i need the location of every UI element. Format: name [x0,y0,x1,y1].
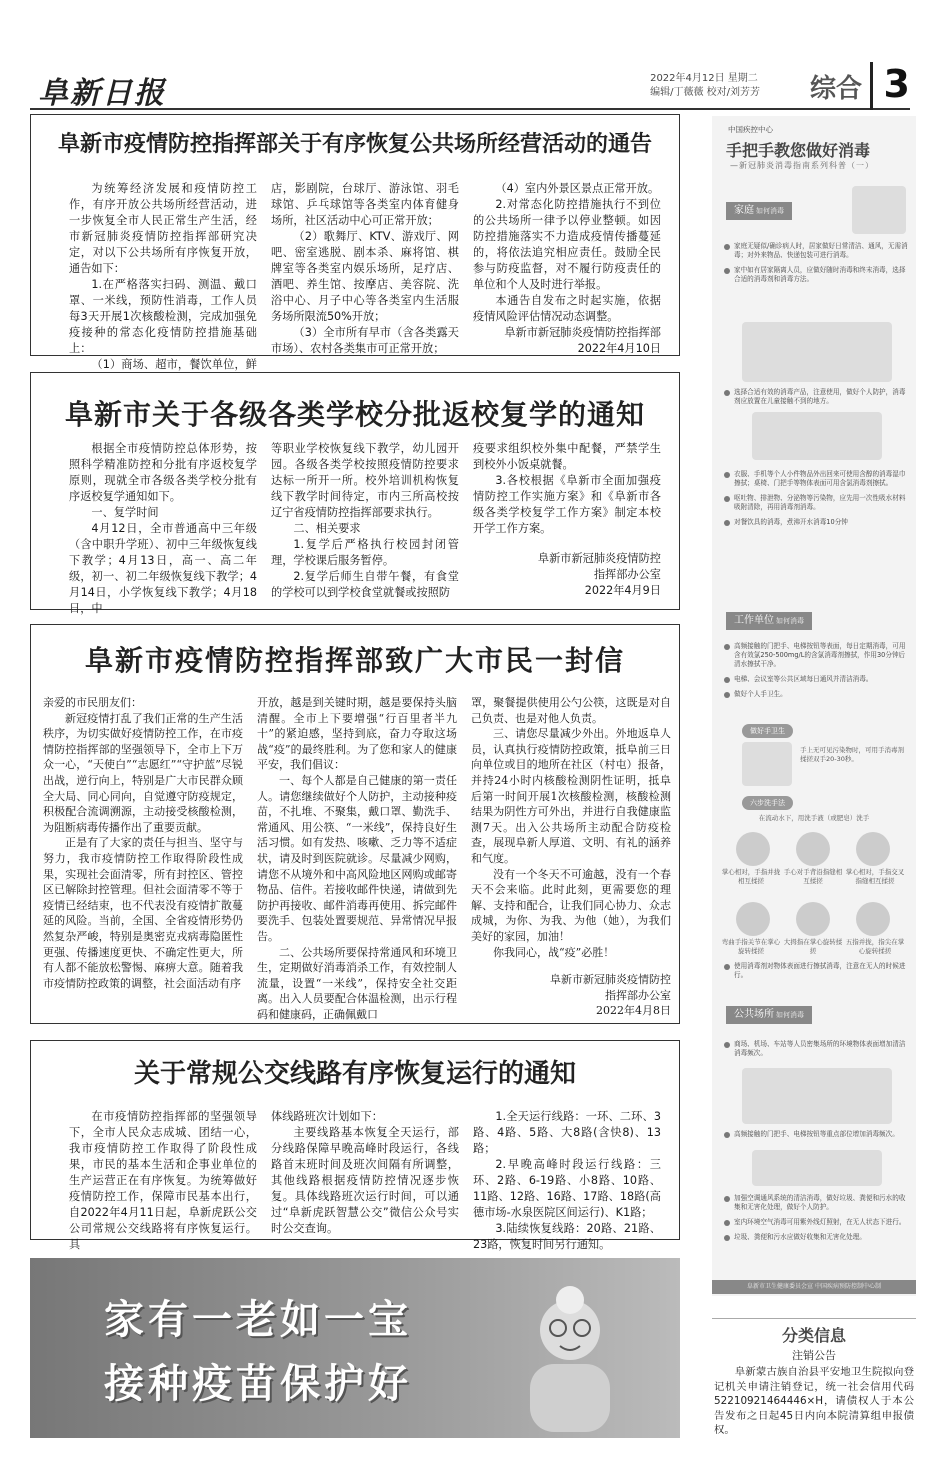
paragraph: 正是有了大家的责任与担当、坚守与努力，我市疫情防控工作取得阶段性成果，实现社会面清零，所有封控区、管控区已解除封控管理。但社会面清零不等于疫情已经结束，也不代表没有疫情扩散蔓延的风险。当前，全国、全省疫情形势仍然复杂严峻，特别是奥密克戎病毒隐匿性更强、传播速度更快、不确定性更大，所有人都不能放松警惕、麻痹大意。随着我市疫情防控政策的调整，社会面活动有序 [43,836,243,990]
household-items-illustration [752,412,882,460]
article-column-2 [271,441,459,617]
list-item: 高频接触的门把手、电梯按钮等表面，每日定期消毒，可用含有效氯250-500mg/L的含氯消毒剂擦拭，作用30分钟后清水擦拭干净。 [724,642,908,669]
paragraph: 为统筹经济发展和疫情防控工作，有序开放公共场所经营活动，进一步恢复全市人民正常生产生活，经市新冠肺炎疫情防控指挥部研究决定，对以下公共场所有序恢复开放，通告如下： [69,182,257,275]
list-item: 电梯、会议室等公共区域每日通风并清洁消毒。 [724,675,908,684]
paragraph: 主要线路基本恢复全天运行，部分线路保障早晚高峰时段运行，各线路首末班时间及班次间隔有所调整，其他线路根据疫情防控情况逐步恢复。具体线路班次运行时间，可以通过“阜新虎跃智慧公交”微信公众号实时公交查询。 [271,1126,459,1235]
list-item: 对餐饮具的消毒，煮沸开水消毒10分钟 [724,518,908,527]
article-columns [43,695,671,1021]
paragraph: 在市疫情防控指挥部的坚强领导下，全市人民众志成城、团结一心，我市疫情防控工作取得了阶段性成果，市民的基本生活和企事业单位的生产运营正在有序恢复。为统筹做好疫情防控工作，保障市民基本出行，自2022年4月11日起，阜新虎跃公交公司常规公交线路将有序恢复运行。具 [69,1110,257,1251]
step-label: 手心对手背沿指缝相互揉搓 [783,868,843,885]
classified-title: 分类信息 [781,1326,846,1345]
article-signature: 阜新市新冠肺炎疫情防控 [550,973,671,987]
list-item: 衣服、手机等个人小件物品外出回来可使用含醇的消毒湿巾擦拭；桌椅、门把手等物体表面可用含氯消毒剂擦拭。 [724,470,908,488]
hand-step-1-icon [736,832,770,866]
paragraph: （2）歌舞厅、KTV、游戏厅、网吧、密室逃脱、剧本杀、麻将馆、棋牌室等各类室内娱乐场所，足疗店、酒吧、养生馆、按摩店、美容院、洗浴中心、月子中心等各类室内生活服务场所限流50%开放； [271,230,459,323]
paragraph: 2.对常态化防控措施执行不到位的公共场所一律予以停业整顿。如因防控措施落实不力造成疫情传播蔓延的，将依法追究相应责任。鼓励全民参与防疫监督，对不履行防疫责任的单位和个人及时进行举报。 [473,198,661,291]
tag-home [726,202,792,220]
step-label: 大拇指在掌心旋转揉搓 [783,938,843,955]
public-venue-illustration [742,1068,892,1124]
article-date: 2022年4月10日 [577,342,661,355]
paragraph: 二、公共场所要保持常通风和环境卫生，定期做好消毒消杀工作，有效控制人流量，设置“一米线”，保持安全社交距离。出入人员要配合体温检测，出示行程码和健康码，正确佩戴口 [257,945,457,1021]
article-date: 2022年4月8日 [596,1004,671,1018]
handwash-tip: 手上无可见污染物时，可用手消毒剂揉搓双手20-30秒。 [800,746,904,763]
article-column-2 [271,1109,459,1253]
paragraph: 三、请您尽量减少外出。外地返阜人员，认真执行疫情防控政策，抵阜前三日向单位或目的地所在社区（村屯）报备，并持24小时内核酸检测阴性证明，抵阜后第一时间开展1次核酸检测，核酸检测结果为阴性方可外出，并进行自我健康监测7天。出入公共场所主动配合防疫检查，展现阜新人厚道、文明、有礼的涵养和气度。 [471,727,671,865]
list-item: 使用消毒剂对物体表面进行擦拭消毒，注意在无人的时候进行。 [724,962,908,980]
paragraph: 体线路班次计划如下： [271,1110,383,1123]
article-column-3 [471,695,671,1022]
list-item: 加强空调通风系统的清洁消毒，做好垃圾、粪便和污水的收集和无害化处理，做好个人防护。 [724,1194,908,1212]
hand-step-4-icon [736,902,770,936]
article-column-1 [69,1109,257,1253]
banner-line-2: 接种疫苗保护好 [104,1361,412,1407]
public-tips-c [724,1194,908,1248]
paragraph: 2.复学后师生自带午餐，有食堂的学校可以到学校食堂就餐或按照防 [271,570,459,599]
guide-heading: 手把手教您做好消毒 [726,141,871,160]
article-column-2 [257,695,457,1022]
paragraph: 1.全天运行线路：一环、二环、3路、4路、5路、大8路(含快8)、13路； [473,1110,661,1155]
article-bus [30,1040,680,1251]
section-heading: 一、复学时间 [91,506,159,519]
tag-public-sub: 如何消毒 [776,1011,804,1019]
paragraph: 1.复学后严格执行校园封闭管理，学校课后服务暂停。 [271,538,459,567]
tag-home-sub: 如何消毒 [756,207,784,215]
step-label: 掌心相对，手指并拢相互揉搓 [721,868,781,885]
home-tips-c [724,470,908,533]
article-schools [30,372,680,615]
paragraph: 本通告自发布之时起实施，依据疫情风险评估情况动态调整。 [473,294,661,323]
disinfectant-bottles-illustration [742,322,892,382]
home-tips-b [724,388,908,412]
banner-line-1: 家有一老如一宝 [104,1297,412,1343]
article-column-1 [69,181,257,389]
paragraph: （4）室内外景区景点正常开放。 [495,182,660,195]
tag-work [726,612,812,630]
list-item: 垃圾、粪便和污水应做好收集和无害化处理。 [724,1233,908,1242]
letter-greeting: 亲爱的市民朋友们： [43,696,142,709]
guide-header [712,116,916,176]
disinfection-guide-sidebar [712,116,916,1296]
paragraph: 根据全市疫情防控总体形势，按照科学精准防控和分批有序返校复学原则，现就全市各级各类学校分批有序返校复学通知如下。 [69,442,257,503]
paragraph: 新冠疫情打乱了我们正常的生产生活秩序，为切实做好疫情防控工作，在市疫情防控指挥部的坚强领导下，全市上下万众一心，“天使白”“志愿红”“守护蓝”尽锐出战，逆行向上，特别是广大市民群众顾全大局、同心同向，自觉遵守防疫规定，积极配合流调溯源，主动接受核酸检测，为阻断病毒传播作出了重要贡献。 [43,711,243,834]
list-item: 呕吐物、排泄物、分泌物等污染物，应先用一次性吸水材料吸附清除，再用消毒剂消毒。 [724,494,908,512]
article-column-1 [43,695,243,1022]
article-title: 阜新市关于各级各类学校分批返校复学的通知 [64,398,645,431]
list-item: 选择合适有效的消毒产品，注意使用，做好个人防护，消毒剂应放置在儿童接触不到的地方。 [724,388,908,406]
six-step-caption: 在流动水下，用洗手液（或肥皂）洗手 [758,814,870,822]
article-column-3 [473,1109,661,1253]
public-tips-b [724,1130,908,1145]
tag-work-label: 工作单位 [734,615,774,626]
public-tips-a [724,1040,908,1064]
article-title: 阜新市疫情防控指挥部致广大市民一封信 [84,644,625,677]
article-signature: 阜新市新冠肺炎疫情防控指挥部 [504,326,661,339]
family-illustration [852,186,906,234]
elderly-person-illustration [500,1282,640,1432]
list-item: 商场、机场、车站等人员密集场所的环境物体表面增加清洁消毒频次。 [724,1040,908,1058]
article-columns [69,181,661,371]
guide-org: 中国疾控中心 [728,125,773,134]
article-title: 阜新市疫情防控指挥部关于有序恢复公共场所经营活动的通告 [57,131,652,157]
paragraph: 4月12日，全市普通高中三年级（含中职升学班）、初中三年级恢复线下教学；4月13日，高一、高二年级，初一、初二年级恢复线下教学；4月14日，小学恢复线下教学；4月18日，中 [69,522,257,615]
paragraph: 3.各校根据《阜新市全面加强疫情防控工作实施方案》和《阜新市各级各类学校复学工作方案》制定本校开学工作方案。 [473,474,661,535]
article-signature-office: 指挥部办公室 [593,568,661,581]
hand-step-2-icon [796,832,830,866]
list-item: 高频接触的门把手、电梯按钮等重点部位增加消毒频次。 [724,1130,908,1139]
paragraph: （3）全市所有早市（含各类露天市场）、农村各类集市可正常开放； [271,326,459,355]
paragraph: 等职业学校恢复线下教学，幼儿园开园。各级各类学校按照疫情防控要求达标一所开一所。校外培训机构恢复线下教学时间待定，市内三所高校按辽宁省疫情防控指挥部要求执行。 [271,442,459,519]
hand-step-3-icon [856,832,890,866]
paragraph: 1.在严格落实扫码、测温、戴口罩、一米线，预防性消毒，工作人员每3天开展1次核酸检测，完成加强免疫接种的常态化疫情防控措施基础上： [69,278,257,355]
paragraph: （1）商场、超市，餐饮单位，鲜 [91,358,257,371]
classified-subtitle: 注销公告 [792,1349,836,1362]
section-heading: 二、相关要求 [293,522,361,535]
paragraph: 2.早晚高峰时段运行线路：三环、2路、6-19路、小8路、10路、11路、12路、16路、17路、18路(高德市场-水泉医院区间运行)、K1路； [473,1158,661,1219]
step-label: 掌心相对，手指交叉指缝相互揉搓 [845,868,905,885]
classified-section [712,1318,916,1442]
tag-work-sub: 如何消毒 [776,617,804,625]
masthead [30,62,910,111]
article-columns [69,441,661,615]
paragraph: 没有一个冬天不可逾越，没有一个春天不会来临。此时此刻，更需要您的理解、支持和配合，让我们同心协力、众志成城，为你、为我、为他（她），为我们美好的家园，加油！ [471,867,671,943]
work-tips-end [724,962,908,986]
paragraph: 你我同心，战“疫”必胜！ [493,945,615,959]
guide-footer: 阜新市卫生健康委员会宣 中国疾病预防控制中心制 [712,1280,916,1294]
article-signature: 阜新市新冠肺炎疫情防控 [537,552,661,565]
article-columns [69,1109,661,1251]
handwash-pill: 做好手卫生 [742,724,793,738]
article-column-2 [271,181,459,389]
hand-step-6-icon [856,902,890,936]
list-item: 做好个人手卫生。 [724,690,908,699]
six-step-pill: 六步洗手法 [742,796,793,810]
paragraph: 3.陆续恢复线路：20路、21路、23路，恢复时间另行通知。 [473,1222,661,1251]
step-label: 五指并拢，指尖在掌心旋转揉搓 [845,938,905,955]
elevator-illustration [752,1150,882,1186]
article-column-3 [473,181,661,389]
section-name: 综合 [809,74,862,104]
tag-home-label: 家庭 [734,205,754,216]
list-item: 家庭无疑似/确诊病人时，居家做好日常清洁、通风，无需消毒；对外来物品、快递包装可进行消毒。 [724,242,908,260]
guide-subheading: —新冠肺炎消毒指南系列科普（一） [730,161,874,170]
work-tips [724,642,908,705]
hand-step-5-icon [796,902,830,936]
tag-public-label: 公共场所 [734,1009,774,1020]
paragraph: 店，影剧院，台球厅、游泳馆、羽毛球馆、乒乓球馆等各类室内体育健身场所，社区活动中心可正常开放； [271,182,459,227]
article-public-venues [30,114,680,371]
vaccine-ad-banner [30,1258,680,1438]
step-label: 弯曲手指关节在掌心旋转揉搓 [721,938,781,955]
article-letter [30,624,680,1024]
article-date: 2022年4月9日 [584,584,661,597]
issue-date: 2022年4月12日 星期二 [650,73,758,84]
paragraph: 疫要求组织校外集中配餐，严禁学生到校外小饭桌就餐。 [473,442,661,471]
paragraph: 一、每个人都是自己健康的第一责任人。请您继续做好个人防护，主动接种疫苗，不扎堆、不聚集，戴口罩、勤洗手、常通风、用公筷、“一米线”，保持良好生活习惯。如有发热、咳嗽、乏力等不适症状，请及时到医院就诊。尽量减少网购，请您不从境外和中高风险地区网购或邮寄物品、信件。若接收邮件快递，请做到先防护再接收、邮件消毒再使用、拆完邮件要洗手、包装处置要规范、异常情况早报告。 [257,773,457,943]
article-signature-office: 指挥部办公室 [605,988,671,1002]
tag-public [726,1006,812,1024]
list-item: 室内环境空气消毒可用紫外线灯照射，在无人状态下进行。 [724,1218,908,1227]
paragraph: 开放，越是到关键时期，越是要保持头脑清醒。全市上下要增强“行百里者半九十”的紧迫感，坚持到底，奋力夺取这场战“疫”的最终胜利。为了您和家人的健康平安，我们倡议： [257,696,457,772]
article-column-3 [473,441,661,617]
classified-body: 阜新蒙古族自治县平安地卫生院拟向登记机关申请注销登记，统一社会信用代码52210921464446×H，请债权人于本公告发布之日起45日内向本院清算组申报债权。 [714,1366,914,1437]
newspaper-logo: 阜新日报 [38,76,166,111]
article-title: 关于常规公交线路有序恢复运行的通知 [133,1059,576,1089]
page-number: 3 [870,62,910,110]
issue-info [650,72,760,100]
issue-editors: 编辑/丁薇薇 校对/刘芳芳 [650,87,760,98]
article-column-1 [69,441,257,617]
hand-sanitizer-illustration [742,742,792,786]
list-item: 家中如有居家隔离人员，应做好随时消毒和终末消毒，选择合适的消毒剂和消毒方法。 [724,266,908,284]
home-tips-a [724,242,908,290]
paragraph: 罩，聚餐提供使用公勺公筷，这既是对自己负责、也是对他人负责。 [471,696,671,725]
